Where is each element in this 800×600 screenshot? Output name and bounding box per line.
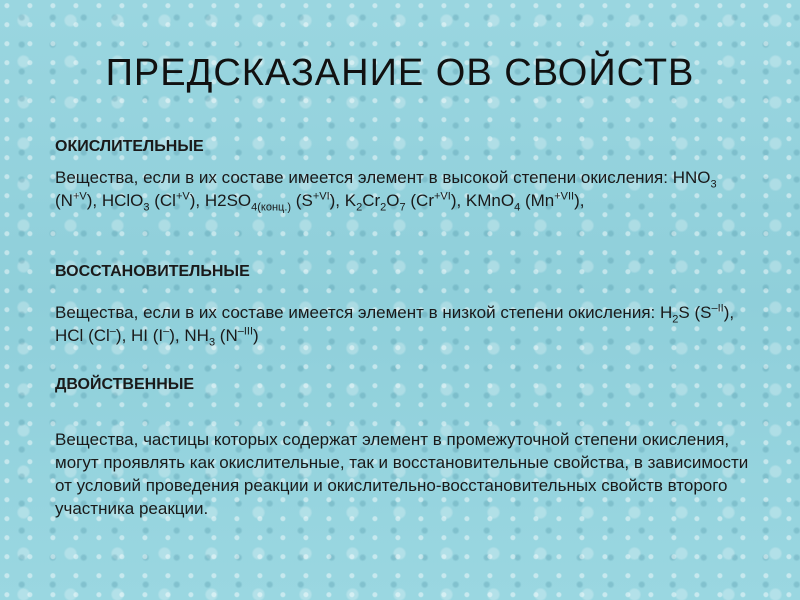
formula: $H_2S$ $(S^{-II})$, — [659, 302, 735, 326]
heading-reducers: ВОССТАНОВИТЕЛЬНЫЕ — [55, 263, 250, 280]
formula: HClO$_3$ $(Cl^{+V})$, — [101, 190, 205, 214]
formula: HCl (Cl–), — [55, 325, 132, 345]
slide-title: ПРЕДСКАЗАНИЕ ОВ СВОЙСТВ — [105, 52, 695, 94]
oxidizers-paragraph — [55, 166, 755, 212]
reducers-paragraph — [55, 301, 755, 347]
formula: $NH_3$ $(N^{-III})$ — [184, 325, 259, 349]
reducers-intro: Вещества, если в их составе имеется элемент в низкой степени окисления: — [55, 303, 660, 322]
heading-dual: ДВОЙСТВЕННЫЕ — [55, 376, 195, 393]
oxidizers-intro: Вещества, если в их составе имеется элемент в высокой степени окисления: — [55, 168, 673, 187]
formula: $H2SO_{4(конц.)}$ $(S^{+VI})$, — [204, 190, 345, 214]
dual-paragraph: Вещества, частицы которых содержат элемент в промежуточной степени окисления, могут проявлять как окислительные, так и восстановительные свойства, в зависимости от условий проведения реакции и окислительно-восстановительных свойств второго участника реакции. — [55, 430, 749, 518]
formula: $K_2Cr_2O_7$ $(Cr^{+VI})$, — [344, 190, 466, 214]
formula: KMnO$_4$ $(Mn^{+VII})$, — [465, 190, 585, 214]
heading-oxidizers: ОКИСЛИТЕЛЬНЫЕ — [55, 138, 204, 155]
formula: $HNO_3$ $(N^{+V})$, — [55, 168, 717, 210]
formula: HI (I–), — [131, 325, 185, 345]
